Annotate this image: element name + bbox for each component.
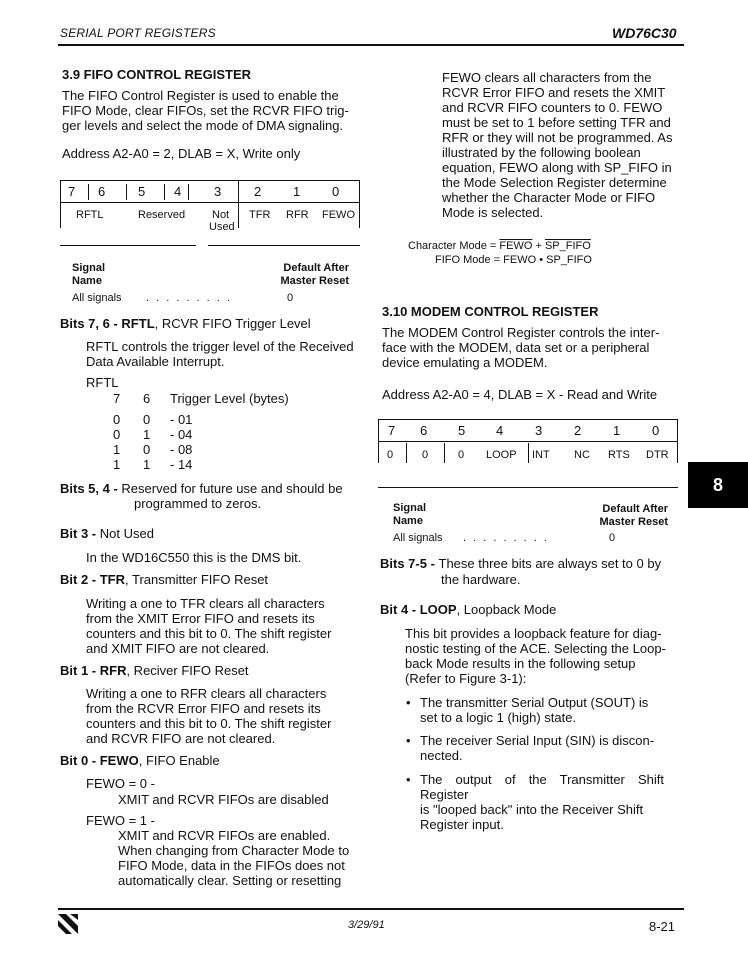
fewo-1-desc	[118, 828, 356, 888]
field-not: Not	[212, 209, 230, 221]
text-line: nostic testing of the ACE. Selecting the Loop-	[405, 641, 666, 656]
bit-description: , Transmitter FIFO Reset	[125, 572, 269, 587]
text-line: FIFO Mode, clear FIFOs, set the RCVR FIFO trig-	[62, 103, 349, 118]
field-int: INT	[532, 449, 550, 461]
running-header-section: SERIAL PORT REGISTERS	[60, 26, 216, 40]
text-line: back Mode results in the following setup	[405, 656, 636, 671]
bit-2-desc	[86, 596, 356, 656]
bit-number: 4	[496, 423, 504, 438]
bit-field-name: TFR	[99, 572, 126, 587]
bit-label: Bits 7-5 -	[380, 556, 439, 571]
text-line: from the XMIT Error FIFO and resets its	[86, 611, 315, 626]
fewo-0-label: FEWO = 0 -	[86, 776, 155, 791]
bit-number: 2	[254, 184, 262, 199]
text-line: The receiver Serial Input (SIN) is discon-	[420, 733, 655, 748]
bit-number: 1	[613, 423, 621, 438]
text-line: (Refer to Figure 3-1):	[405, 671, 527, 686]
label-line: Master Reset	[280, 275, 349, 287]
table-cell: - 01	[170, 412, 193, 427]
modem-register-diagram	[378, 419, 678, 491]
text-line: must be set to 1 before setting TFR and	[442, 115, 671, 130]
leader-dots: . . . . . . . . .	[463, 532, 549, 544]
bit-number: 1	[293, 184, 301, 199]
text-line: set to a logic 1 (high) state.	[420, 710, 577, 725]
page-number: 8-21	[649, 919, 676, 934]
bit-2-heading	[60, 572, 268, 587]
bit-field-name: LOOP	[419, 602, 457, 617]
label-line: Signal	[72, 262, 106, 274]
bit-number: 4	[174, 184, 182, 199]
table-cell: - 04	[170, 427, 193, 442]
reset-value: 0	[609, 532, 616, 544]
table-cell: 0	[113, 427, 121, 442]
equation-fifo-mode: FIFO Mode = FEWO • SP_FIFO	[435, 254, 592, 266]
text-line: equation, FEWO along with SP_FIFO in	[442, 160, 672, 175]
label-line: Default After	[283, 262, 349, 274]
bit-number: 3	[535, 423, 543, 438]
field-reserved: Reserved	[138, 209, 186, 221]
field-nc: NC	[574, 449, 590, 461]
text-line: illustrated by the following boolean	[442, 145, 641, 160]
text-line: Register input.	[420, 817, 504, 832]
field-fewo: FEWO	[322, 209, 355, 221]
fewo-0-desc: XMIT and RCVR FIFOs are disabled	[118, 792, 329, 807]
bit-0-heading	[60, 753, 220, 768]
all-signals-label: All signals	[72, 292, 122, 304]
text-line: automatically clear. Setting or resetting	[118, 873, 342, 888]
table-cell: 0	[113, 412, 121, 427]
bit-field-name: RFR	[99, 663, 127, 678]
bit-number: 3	[214, 184, 222, 199]
modem-address: Address A2-A0 = 4, DLAB = X - Read and Write	[382, 387, 658, 402]
bullet-icon: •	[406, 772, 411, 787]
table-cell: 0	[143, 442, 151, 457]
table-cell: 1	[143, 427, 151, 442]
bit-description: These three bits are always set to 0 by	[438, 556, 662, 571]
bit-number: 5	[138, 184, 146, 199]
bit-description: Reserved for future use and should be	[121, 481, 343, 496]
text-line: nected.	[420, 748, 463, 763]
table-cell: 1	[113, 442, 121, 457]
bit-number: 6	[98, 184, 106, 199]
equation-character-mode	[408, 240, 591, 253]
text-line: RFR or they will not be programmed. As	[442, 130, 673, 145]
table-cell: 1	[143, 457, 151, 472]
bit-label: Bit 3 -	[60, 526, 100, 541]
bit-field-name: FEWO	[99, 753, 139, 768]
bits-7-6-heading	[60, 316, 311, 331]
default-after-reset-label	[275, 262, 349, 288]
bit-description: , RCVR FIFO Trigger Level	[154, 316, 311, 331]
bit-number: 2	[574, 423, 582, 438]
bits-5-4-desc: programmed to zeros.	[134, 496, 262, 511]
bit-label: Bit 4 -	[380, 602, 420, 617]
field-value: 0	[458, 449, 465, 461]
text-line: and RCVR FIFO are not cleared.	[86, 731, 276, 746]
text-line: RFTL controls the trigger level of the Received	[86, 339, 354, 354]
section-heading-modem: 3.10 MODEM CONTROL REGISTER	[382, 304, 599, 319]
text-line: The FIFO Control Register is used to enable the	[62, 88, 339, 103]
field-value: 0	[422, 449, 429, 461]
text-line: and RCVR FIFO counters to 0. FEWO	[442, 100, 663, 115]
bit-number: 7	[388, 423, 396, 438]
table-row	[113, 442, 192, 457]
bits-7-6-desc	[86, 339, 358, 369]
signal-name-label	[72, 262, 105, 288]
rftl-head-6: 6	[143, 391, 151, 406]
text-line: and XMIT FIFO are not cleared.	[86, 641, 270, 656]
text-line: device emulating a MODEM.	[382, 355, 548, 370]
bit-description: Not Used	[99, 526, 154, 541]
bit-description: , Reciver FIFO Reset	[126, 663, 249, 678]
bit-label: Bit 2 -	[60, 572, 100, 587]
text-line: Writing a one to TFR clears all characters	[86, 596, 325, 611]
rftl-head-7: 7	[113, 391, 121, 406]
text-line: FIFO Mode, data in the FIFOs does not	[118, 858, 345, 873]
rftl-table-label: RFTL	[86, 375, 119, 390]
table-cell: - 14	[170, 457, 193, 472]
table-row	[113, 427, 192, 442]
leader-dots: . . . . . . . . .	[146, 292, 232, 304]
text-line: The output of the Transmitter Shift Register	[420, 772, 664, 802]
table-cell: 1	[113, 457, 121, 472]
field-dtr: DTR	[646, 449, 669, 461]
section-heading-fifo: 3.9 FIFO CONTROL REGISTER	[62, 67, 252, 82]
table-row	[113, 457, 192, 472]
label-line: Name	[393, 515, 423, 527]
text-line: The transmitter Serial Output (SOUT) is	[420, 695, 649, 710]
text-line: ger levels and select the mode of DMA signaling.	[62, 118, 344, 133]
text-line: is "looped back" into the Receiver Shift	[420, 802, 644, 817]
bit-number: 5	[458, 423, 466, 438]
company-logo-icon	[58, 914, 78, 934]
table-cell: - 08	[170, 442, 193, 457]
bit-number: 7	[68, 184, 76, 199]
text-line: The MODEM Control Register controls the inter-	[382, 325, 660, 340]
bit-3-desc: In the WD16C550 this is the DMS bit.	[86, 550, 302, 565]
bit-number: 6	[420, 423, 428, 438]
table-row	[113, 412, 192, 427]
bit-label: Bit 0 -	[60, 753, 100, 768]
fifo-register-diagram	[60, 180, 360, 252]
label-line: Signal	[393, 502, 427, 514]
bit-3-heading	[60, 526, 154, 541]
footer-date: 3/29/91	[348, 919, 385, 931]
field-tfr: TFR	[249, 209, 271, 221]
eq-term: FEWO	[499, 240, 533, 252]
eq-op: +	[532, 240, 545, 252]
rftl-table-body	[113, 412, 192, 472]
text-line: Writing a one to RFR clears all characters	[86, 686, 327, 701]
bit-description: , Loopback Mode	[456, 602, 557, 617]
text-line: XMIT and RCVR FIFOs are enabled.	[118, 828, 331, 843]
bits-7-5-heading	[380, 556, 661, 571]
bit-label: Bits 5, 4 -	[60, 481, 122, 496]
bit-label: Bits 7, 6 -	[60, 316, 122, 331]
text-line: This bit provides a loopback feature for diag-	[405, 626, 662, 641]
modem-signal-name-label	[393, 502, 426, 528]
footer-rule	[58, 908, 684, 910]
bit-1-desc	[86, 686, 356, 746]
text-line: whether the Character Mode or FIFO	[442, 190, 656, 205]
text-line: When changing from Character Mode to	[118, 843, 350, 858]
label-line: Master Reset	[599, 516, 668, 528]
eq-text: Character Mode =	[408, 240, 500, 252]
bit-field-name: RFTL	[121, 316, 155, 331]
eq-term: SP_FIFO	[544, 240, 591, 252]
text-line: from the RCVR Error FIFO and resets its	[86, 701, 321, 716]
bullet-icon: •	[406, 733, 411, 748]
field-rts: RTS	[608, 449, 630, 461]
bit-label: Bit 1 -	[60, 663, 100, 678]
header-rule	[58, 44, 684, 46]
modem-default-label	[590, 503, 668, 529]
reset-value: 0	[287, 292, 294, 304]
bit-4-desc	[405, 626, 679, 686]
fifo-intro	[62, 88, 358, 133]
bits-5-4-heading	[60, 481, 343, 496]
bullet-item	[420, 772, 664, 832]
bit-number: 0	[332, 184, 340, 199]
text-line: Data Available Interrupt.	[86, 354, 225, 369]
bit-description: , FIFO Enable	[138, 753, 220, 768]
text-line: RCVR Error FIFO and resets the XMIT	[442, 85, 666, 100]
bullet-item	[420, 695, 664, 725]
bit-number: 0	[652, 423, 660, 438]
label-line: Default After	[602, 503, 668, 515]
modem-all-signals-label: All signals	[393, 532, 443, 544]
bit-1-heading	[60, 663, 249, 678]
field-loop: LOOP	[486, 449, 517, 461]
text-line: Mode is selected.	[442, 205, 544, 220]
field-value: 0	[387, 449, 394, 461]
bullet-item	[420, 733, 664, 763]
running-header-part: WD76C30	[612, 25, 677, 41]
field-rfr: RFR	[286, 209, 309, 221]
fewo-1-label: FEWO = 1 -	[86, 813, 155, 828]
rftl-head-trigger: Trigger Level (bytes)	[170, 391, 289, 406]
modem-intro	[382, 325, 680, 370]
bit-4-heading	[380, 602, 556, 617]
text-line: the Mode Selection Register determine	[442, 175, 667, 190]
table-cell: 0	[143, 412, 151, 427]
text-line: counters and this bit to 0. The shift register	[86, 716, 332, 731]
text-line: FEWO clears all characters from the	[442, 70, 652, 85]
bits-7-5-desc: the hardware.	[441, 572, 521, 587]
field-rftl: RFTL	[76, 209, 104, 221]
bullet-icon: •	[406, 695, 411, 710]
field-used: Used	[209, 221, 235, 233]
fewo-continued-text	[442, 70, 680, 220]
text-line: counters and this bit to 0. The shift register	[86, 626, 332, 641]
fifo-address: Address A2-A0 = 2, DLAB = X, Write only	[62, 146, 301, 161]
label-line: Name	[72, 275, 102, 287]
chapter-tab: 8	[688, 462, 748, 508]
text-line: face with the MODEM, data set or a peripheral	[382, 340, 650, 355]
